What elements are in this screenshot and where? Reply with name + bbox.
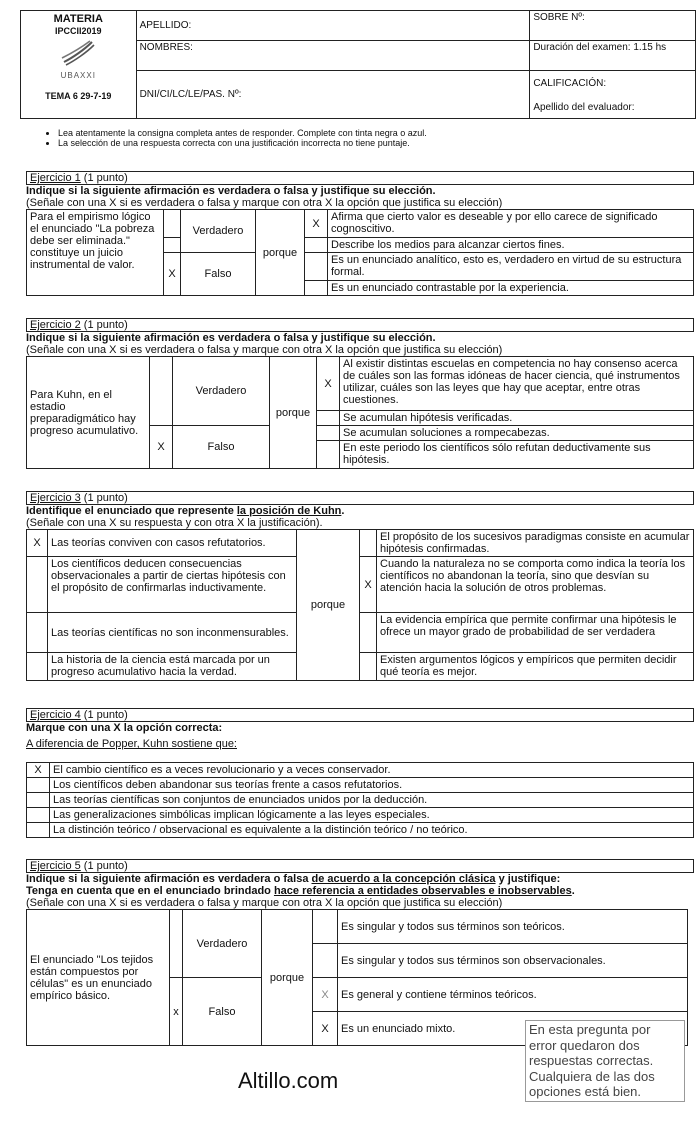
left-option: Las teorías científicas no son inconmensurables. <box>48 613 297 653</box>
exercise-2 <box>26 318 694 469</box>
option-text: Se acumulan hipótesis verificadas. <box>340 411 694 426</box>
option-mark[interactable] <box>313 910 338 944</box>
correction-note: En esta pregunta por error quedaron dos respuestas correctas. Cualquiera de las dos opciones está bien. <box>525 1020 685 1102</box>
instruction-part: . <box>341 505 345 517</box>
option-text: El cambio científico es a veces revolucionario y a veces conservador. <box>50 763 694 778</box>
tema-label: TEMA 6 29-7-19 <box>45 91 112 101</box>
answer-table <box>26 209 694 296</box>
instruction-item: • Lea atentamente la consigna completa antes de responder. Complete con tinta negra o azul. <box>58 128 688 138</box>
mark-verdadero[interactable] <box>150 357 173 426</box>
falso-label: Falso <box>173 426 270 469</box>
duracion-field <box>530 41 696 71</box>
left-mark[interactable] <box>27 557 48 613</box>
exercise-points: (1 punto) <box>80 860 128 872</box>
porque-label: porque <box>256 210 305 296</box>
materia-label: MATERIA <box>53 13 103 25</box>
instruction-emphasis: la posición de Kuhn <box>236 505 342 517</box>
exercise-instruction: Indique si la siguiente afirmación es verdadera o falsa y justifique su elección. <box>26 332 436 344</box>
exercise-points: (1 punto) <box>80 709 128 721</box>
option-text: Es un enunciado mixto. <box>338 1012 688 1046</box>
right-mark[interactable] <box>360 530 377 557</box>
option-mark[interactable] <box>317 411 340 426</box>
dni-label: DNI/CI/LC/LE/PAS. Nº: <box>139 88 242 100</box>
mark-falso[interactable]: x <box>170 978 183 1046</box>
option-mark[interactable] <box>317 426 340 441</box>
falso-label: Falso <box>181 253 256 296</box>
mark-verdadero-lower[interactable] <box>164 238 181 253</box>
exercise-title <box>26 859 694 873</box>
option-mark[interactable]: X <box>27 763 50 778</box>
statement-cell: Para el empirismo lógico el enunciado "La pobreza debe ser eliminada." constituye un juicio instrumental de valor. <box>27 210 164 296</box>
option-text: Afirma que cierto valor es deseable y por ello carece de significado cognoscitivo. <box>328 210 694 238</box>
left-option: Las teorías conviven con casos refutatorios. <box>48 530 297 557</box>
instructions-list <box>40 128 688 148</box>
exercise-instruction-2 <box>26 885 694 897</box>
option-text: Las teorías científicas son conjuntos de enunciados unidos por la deducción. <box>50 793 694 808</box>
left-option: Los científicos deducen consecuencias observacionales a partir de ciertas hipótesis con el propósito de confirmarlas inductivamente. <box>48 557 297 613</box>
instruction-emphasis: de acuerdo a la concepción clásica <box>311 873 496 885</box>
right-option: Existen argumentos lógicos y empíricos que permiten decidir qué teoría es mejor. <box>377 653 694 681</box>
right-option: Cuando la naturaleza no se comporta como indica la teoría los científicos no abandonan la teoría, sino que desvían su atención hacia la solución de otros problemas. <box>377 557 694 613</box>
evaluador-label: Apellido del evaluador: <box>533 102 635 113</box>
right-option: El propósito de los sucesivos paradigmas consiste en acumular hipótesis confirmadas. <box>377 530 694 557</box>
sobre-field[interactable] <box>530 11 696 41</box>
exercise-5 <box>26 859 694 1046</box>
right-mark[interactable] <box>360 653 377 681</box>
option-mark[interactable] <box>317 441 340 469</box>
instruction-part: Identifique el enunciado que represente <box>26 505 237 517</box>
option-mark[interactable]: X <box>305 210 328 238</box>
sobre-label: SOBRE Nº: <box>533 12 585 23</box>
option-mark[interactable] <box>27 823 50 838</box>
option-mark[interactable] <box>27 808 50 823</box>
footer-brand: Altillo.com <box>238 1068 339 1093</box>
option-mark[interactable] <box>27 778 50 793</box>
exercise-title <box>26 708 694 722</box>
option-text: La distinción teórico / observacional es equivalente a la distinción teórico / no teórico. <box>50 823 694 838</box>
instruction-emphasis: hace referencia a entidades observables e inobservables <box>273 885 572 897</box>
apellido-field[interactable] <box>136 11 530 41</box>
university-logo <box>58 40 98 66</box>
answer-table <box>26 762 694 838</box>
verdadero-label: Verdadero <box>173 357 270 426</box>
mark-verdadero[interactable] <box>164 210 181 238</box>
logo-text: UBAXXI <box>60 71 96 80</box>
porque-label: porque <box>262 910 313 1046</box>
option-mark[interactable] <box>305 253 328 281</box>
statement-cell: El enunciado "Los tejidos están compuestos por células" es un enunciado empírico básico. <box>27 910 170 1046</box>
porque-label: porque <box>270 357 317 469</box>
option-text: Es singular y todos sus términos son teóricos. <box>338 910 688 944</box>
calificacion-field <box>530 71 696 119</box>
option-mark[interactable]: X <box>313 1012 338 1046</box>
exercise-title-text: Ejercicio 1 <box>30 172 81 184</box>
exercise-title <box>26 491 694 505</box>
option-text: Los científicos deben abandonar sus teorías frente a casos refutatorios. <box>50 778 694 793</box>
left-mark[interactable]: X <box>27 530 48 557</box>
exercise-instruction <box>26 505 694 517</box>
option-mark[interactable] <box>313 944 338 978</box>
instruction-part: Tenga en cuenta que en el enunciado brindado <box>26 885 274 897</box>
option-text: Se acumulan soluciones a rompecabezas. <box>340 426 694 441</box>
mark-falso[interactable]: X <box>164 253 181 296</box>
option-mark[interactable] <box>27 793 50 808</box>
left-option: La historia de la ciencia está marcada por un progreso acumulativo hacia la verdad. <box>48 653 297 681</box>
option-text: Es un enunciado contrastable por la experiencia. <box>328 281 694 296</box>
nombres-label: NOMBRES: <box>139 42 193 53</box>
option-mark[interactable]: X <box>313 978 338 1012</box>
exercise-title-text: Ejercicio 5 <box>30 860 81 872</box>
instruction-item: • La selección de una respuesta correcta con una justificación incorrecta no tiene puntaje. <box>58 138 688 148</box>
verdadero-label: Verdadero <box>183 910 262 978</box>
exercise-instruction: Marque con una X la opción correcta: <box>26 722 223 734</box>
nombres-field[interactable] <box>136 41 530 71</box>
exam-header <box>20 10 696 119</box>
right-mark[interactable] <box>360 613 377 653</box>
falso-label: Falso <box>183 978 262 1046</box>
right-option: La evidencia empírica que permite confirmar una hipótesis le ofrece un mayor grado de probabilidad de ser verdadera <box>377 613 694 653</box>
option-mark[interactable] <box>305 281 328 296</box>
option-text: Es general y contiene términos teóricos. <box>338 978 688 1012</box>
calificacion-label: CALIFICACIÓN: <box>533 78 607 89</box>
instruction-part: . <box>571 885 575 897</box>
exercise-points: (1 punto) <box>80 319 128 331</box>
dni-field[interactable] <box>136 71 530 119</box>
option-text: En este periodo los científicos sólo refutan deductivamente sus hipótesis. <box>340 441 694 469</box>
exercise-subinstruction: (Señale con una X su respuesta y con otra X la justificación). <box>26 517 323 529</box>
exercise-1 <box>26 171 694 296</box>
instruction-part: y justifique: <box>495 873 561 885</box>
exercise-title-text: Ejercicio 3 <box>30 492 81 504</box>
verdadero-label: Verdadero <box>181 210 256 253</box>
exercise-title-text: Ejercicio 4 <box>30 709 81 721</box>
duracion-label: Duración del examen: 1.15 hs <box>533 42 667 53</box>
exercise-3 <box>26 491 694 681</box>
exercise-subinstruction: (Señale con una X si es verdadera o falsa y marque con otra X la opción que justifica su elección) <box>26 344 503 356</box>
left-mark[interactable] <box>27 613 48 653</box>
mark-verdadero[interactable] <box>170 910 183 978</box>
exercise-title <box>26 318 694 332</box>
exercise-title <box>26 171 694 185</box>
exercise-points: (1 punto) <box>80 492 128 504</box>
option-text: Al existir distintas escuelas en competencia no hay consenso acerca de cuáles son las formas idóneas de hacer ciencia, qué instrumentos utilizar, cuáles son las leyes que hay que aceptar, entre otras cuestiones. <box>340 357 694 411</box>
apellido-label: APELLIDO: <box>139 19 192 31</box>
materia-cell <box>21 11 137 119</box>
option-mark[interactable]: X <box>317 357 340 411</box>
mark-falso[interactable]: X <box>150 426 173 469</box>
exercise-subinstruction: (Señale con una X si es verdadera o falsa y marque con otra X la opción que justifica su elección) <box>26 197 503 209</box>
exercise-title-text: Ejercicio 2 <box>30 319 81 331</box>
option-mark[interactable] <box>305 238 328 253</box>
exercise-points: (1 punto) <box>80 172 128 184</box>
option-text: Las generalizaciones simbólicas implican lógicamente a las leyes especiales. <box>50 808 694 823</box>
exercise-instruction: Indique si la siguiente afirmación es verdadera o falsa y justifique su elección. <box>26 185 436 197</box>
option-text: Es singular y todos sus términos son observacionales. <box>338 944 688 978</box>
instruction-part: Indique si la siguiente afirmación es verdadera o falsa <box>26 873 312 885</box>
exercise-lead: A diferencia de Popper, Kuhn sostiene que: <box>26 738 237 750</box>
answer-table <box>26 356 694 469</box>
exercise-subinstruction: (Señale con una X si es verdadera o falsa y marque con otra X la opción que justifica su elección) <box>26 897 503 909</box>
porque-label: porque <box>297 530 360 681</box>
exercise-4 <box>26 708 694 838</box>
course-code: IPCCII2019 <box>55 26 102 36</box>
right-mark[interactable]: X <box>360 557 377 613</box>
option-text: Es un enunciado analítico, esto es, verdadero en virtud de su estructura formal. <box>328 253 694 281</box>
statement-cell: Para Kuhn, en el estadio preparadigmático hay progreso acumulativo. <box>27 357 150 469</box>
exercise-instruction <box>26 873 694 885</box>
left-mark[interactable] <box>27 653 48 681</box>
answer-table <box>26 529 694 681</box>
option-text: Describe los medios para alcanzar ciertos fines. <box>328 238 694 253</box>
